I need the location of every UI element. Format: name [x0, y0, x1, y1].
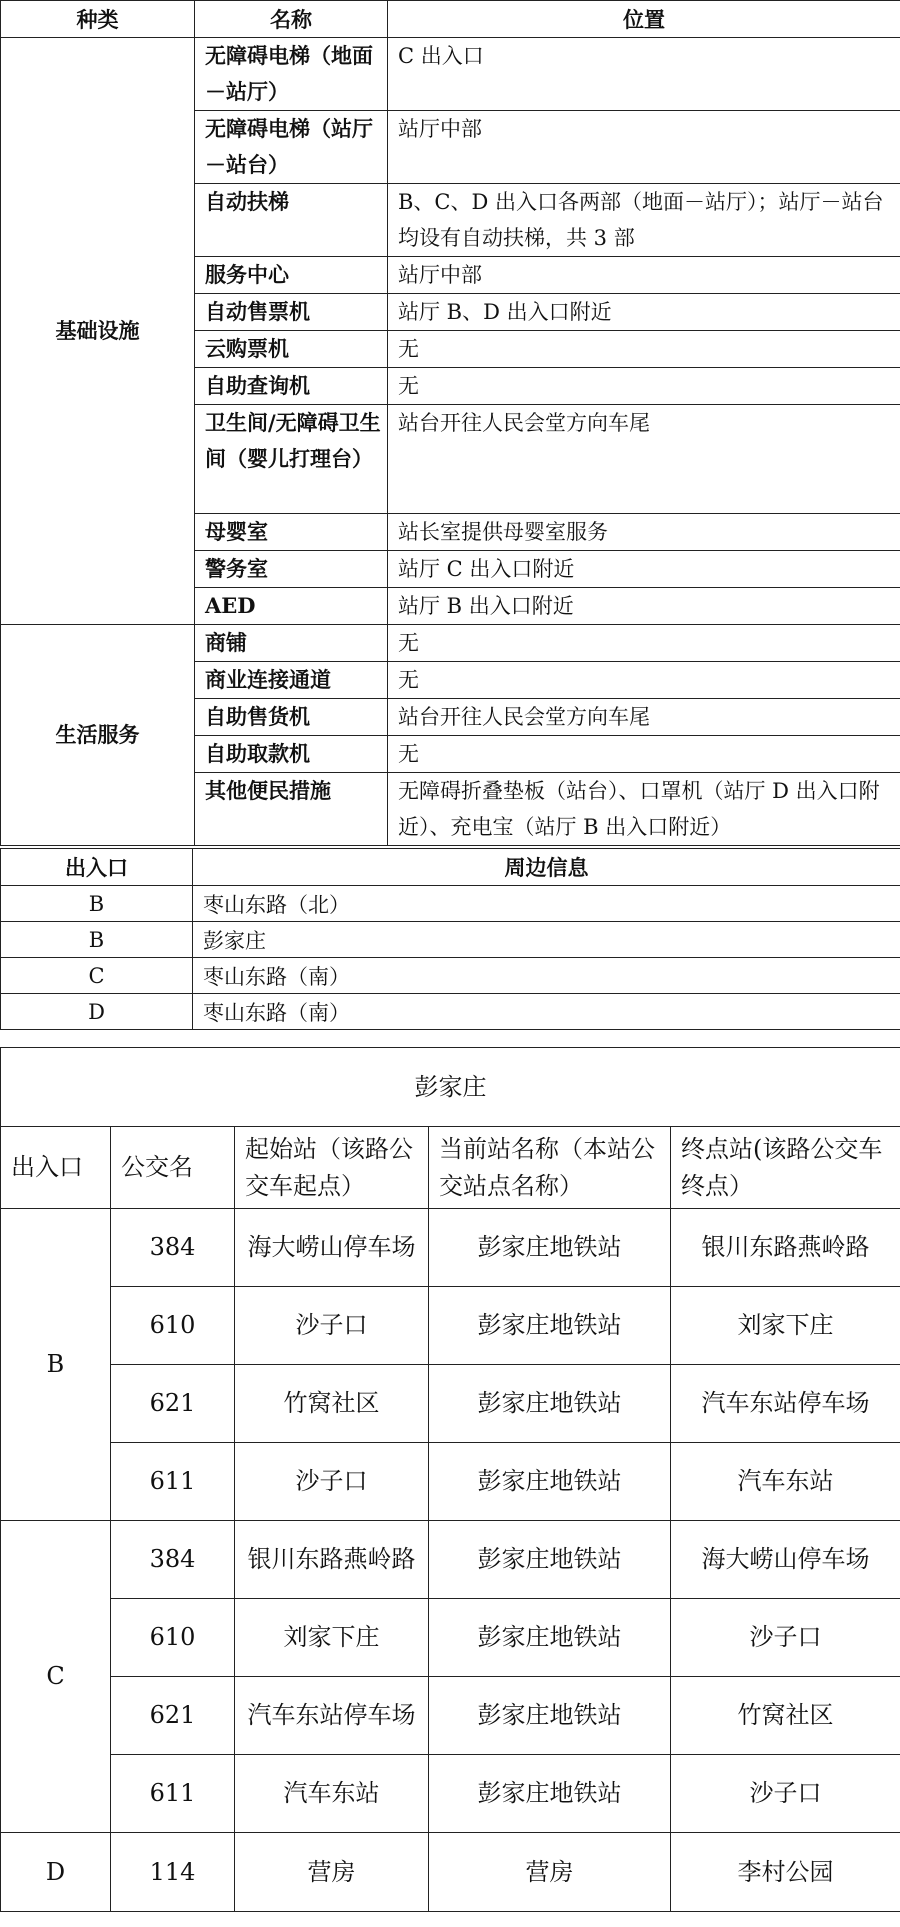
- bus-line: 384: [111, 1521, 235, 1599]
- facility-location: 无: [388, 736, 900, 773]
- facility-name: 自助查询机: [195, 368, 388, 405]
- bus-entrance-cell: B: [1, 1209, 111, 1521]
- bus-end: 刘家下庄: [671, 1287, 900, 1365]
- bus-end: 李村公园: [671, 1833, 900, 1912]
- facility-name: 其他便民措施: [195, 773, 388, 846]
- bus-line: 621: [111, 1365, 235, 1443]
- facility-location: 站长室提供母婴室服务: [388, 514, 900, 551]
- header-surrounding-info: 周边信息: [193, 849, 900, 886]
- entrance-cell: C: [1, 958, 193, 994]
- bus-current: 彭家庄地铁站: [429, 1755, 671, 1833]
- surroundings-row: [1, 886, 900, 922]
- entrance-cell: B: [1, 886, 193, 922]
- bus-end: 银川东路燕岭路: [671, 1209, 900, 1287]
- surroundings-header-row: [1, 849, 900, 886]
- bus-row: [1, 1833, 900, 1912]
- facility-name: 无障碍电梯（站厅－站台）: [195, 111, 388, 184]
- surrounding-info-cell: 彭家庄: [193, 922, 900, 958]
- header-name: 名称: [195, 1, 388, 38]
- facilities-header-row: [1, 1, 900, 38]
- surroundings-row: [1, 922, 900, 958]
- facility-name: 服务中心: [195, 257, 388, 294]
- header-entrance: 出入口: [1, 1127, 111, 1209]
- facility-name: 自助售货机: [195, 699, 388, 736]
- bus-end: 海大崂山停车场: [671, 1521, 900, 1599]
- header-bus-line: 公交名: [111, 1127, 235, 1209]
- header-entrance: 出入口: [1, 849, 193, 886]
- bus-line: 610: [111, 1599, 235, 1677]
- header-category: 种类: [1, 1, 195, 38]
- bus-end: 汽车东站停车场: [671, 1365, 900, 1443]
- facility-location: 站台开往人民会堂方向车尾: [388, 699, 900, 736]
- surroundings-table: [0, 848, 900, 1030]
- bus-row: [1, 1521, 900, 1599]
- header-current-station: 当前站名称（本站公交站点名称）: [429, 1127, 671, 1209]
- header-location: 位置: [388, 1, 900, 38]
- facility-location: 无: [388, 662, 900, 699]
- bus-line: 384: [111, 1209, 235, 1287]
- header-start-station: 起始站（该路公交车起点）: [235, 1127, 429, 1209]
- facility-name: 自动扶梯: [195, 184, 388, 257]
- facility-location: 站厅中部: [388, 257, 900, 294]
- bus-current: 彭家庄地铁站: [429, 1287, 671, 1365]
- facility-name: 无障碍电梯（地面－站厅）: [195, 38, 388, 111]
- category-cell: 基础设施: [1, 38, 195, 625]
- facility-name: 自动售票机: [195, 294, 388, 331]
- bus-row: [1, 1365, 900, 1443]
- facilities-table: [0, 0, 900, 846]
- surroundings-row: [1, 994, 900, 1030]
- bus-row: [1, 1755, 900, 1833]
- facility-location: 站厅中部: [388, 111, 900, 184]
- bus-current: 彭家庄地铁站: [429, 1521, 671, 1599]
- facility-name: 自助取款机: [195, 736, 388, 773]
- bus-current: 彭家庄地铁站: [429, 1365, 671, 1443]
- facility-name: 母婴室: [195, 514, 388, 551]
- bus-line: 611: [111, 1443, 235, 1521]
- bus-row: [1, 1677, 900, 1755]
- bus-current: 彭家庄地铁站: [429, 1599, 671, 1677]
- facility-location: 无障碍折叠垫板（站台）、口罩机（站厅 D 出入口附近）、充电宝（站厅 B 出入口附近）: [388, 773, 900, 846]
- bus-start: 银川东路燕岭路: [235, 1521, 429, 1599]
- facility-location: 站厅 B、D 出入口附近: [388, 294, 900, 331]
- facility-row: [1, 625, 900, 662]
- facility-location: 无: [388, 368, 900, 405]
- bus-header-row: [1, 1127, 900, 1209]
- facility-name: AED: [195, 588, 388, 625]
- bus-end: 沙子口: [671, 1755, 900, 1833]
- surrounding-info-cell: 枣山东路（北）: [193, 886, 900, 922]
- facility-name: 商铺: [195, 625, 388, 662]
- bus-current: 彭家庄地铁站: [429, 1443, 671, 1521]
- bus-start: 竹窝社区: [235, 1365, 429, 1443]
- entrance-cell: B: [1, 922, 193, 958]
- facility-name: 卫生间/无障碍卫生间（婴儿打理台）: [195, 405, 388, 514]
- bus-line: 610: [111, 1287, 235, 1365]
- bus-line: 621: [111, 1677, 235, 1755]
- header-end-station: 终点站(该路公交车终点）: [671, 1127, 900, 1209]
- surrounding-info-cell: 枣山东路（南）: [193, 994, 900, 1030]
- facility-location: C 出入口: [388, 38, 900, 111]
- bus-table: [0, 1047, 900, 1912]
- facility-row: [1, 38, 900, 111]
- bus-line: 114: [111, 1833, 235, 1912]
- bus-start: 营房: [235, 1833, 429, 1912]
- facility-name: 商业连接通道: [195, 662, 388, 699]
- bus-start: 海大崂山停车场: [235, 1209, 429, 1287]
- bus-start: 汽车东站停车场: [235, 1677, 429, 1755]
- facility-location: B、C、D 出入口各两部（地面－站厅）；站厅－站台均设有自动扶梯，共 3 部: [388, 184, 900, 257]
- bus-end: 沙子口: [671, 1599, 900, 1677]
- bus-end: 竹窝社区: [671, 1677, 900, 1755]
- bus-row: [1, 1443, 900, 1521]
- bus-entrance-cell: D: [1, 1833, 111, 1912]
- bus-table-title: 彭家庄: [1, 1048, 900, 1127]
- facility-location: 站台开往人民会堂方向车尾: [388, 405, 900, 514]
- bus-current: 彭家庄地铁站: [429, 1209, 671, 1287]
- facility-name: 云购票机: [195, 331, 388, 368]
- bus-row: [1, 1287, 900, 1365]
- facility-location: 无: [388, 625, 900, 662]
- bus-entrance-cell: C: [1, 1521, 111, 1833]
- entrance-cell: D: [1, 994, 193, 1030]
- bus-current: 彭家庄地铁站: [429, 1677, 671, 1755]
- bus-start: 刘家下庄: [235, 1599, 429, 1677]
- category-cell: 生活服务: [1, 625, 195, 846]
- facility-name: 警务室: [195, 551, 388, 588]
- bus-line: 611: [111, 1755, 235, 1833]
- bus-current: 营房: [429, 1833, 671, 1912]
- bus-title-row: [1, 1048, 900, 1127]
- facility-location: 站厅 C 出入口附近: [388, 551, 900, 588]
- bus-start: 沙子口: [235, 1287, 429, 1365]
- facility-location: 无: [388, 331, 900, 368]
- surroundings-row: [1, 958, 900, 994]
- bus-row: [1, 1599, 900, 1677]
- facility-location: 站厅 B 出入口附近: [388, 588, 900, 625]
- bus-start: 沙子口: [235, 1443, 429, 1521]
- bus-end: 汽车东站: [671, 1443, 900, 1521]
- surrounding-info-cell: 枣山东路（南）: [193, 958, 900, 994]
- bus-start: 汽车东站: [235, 1755, 429, 1833]
- bus-row: [1, 1209, 900, 1287]
